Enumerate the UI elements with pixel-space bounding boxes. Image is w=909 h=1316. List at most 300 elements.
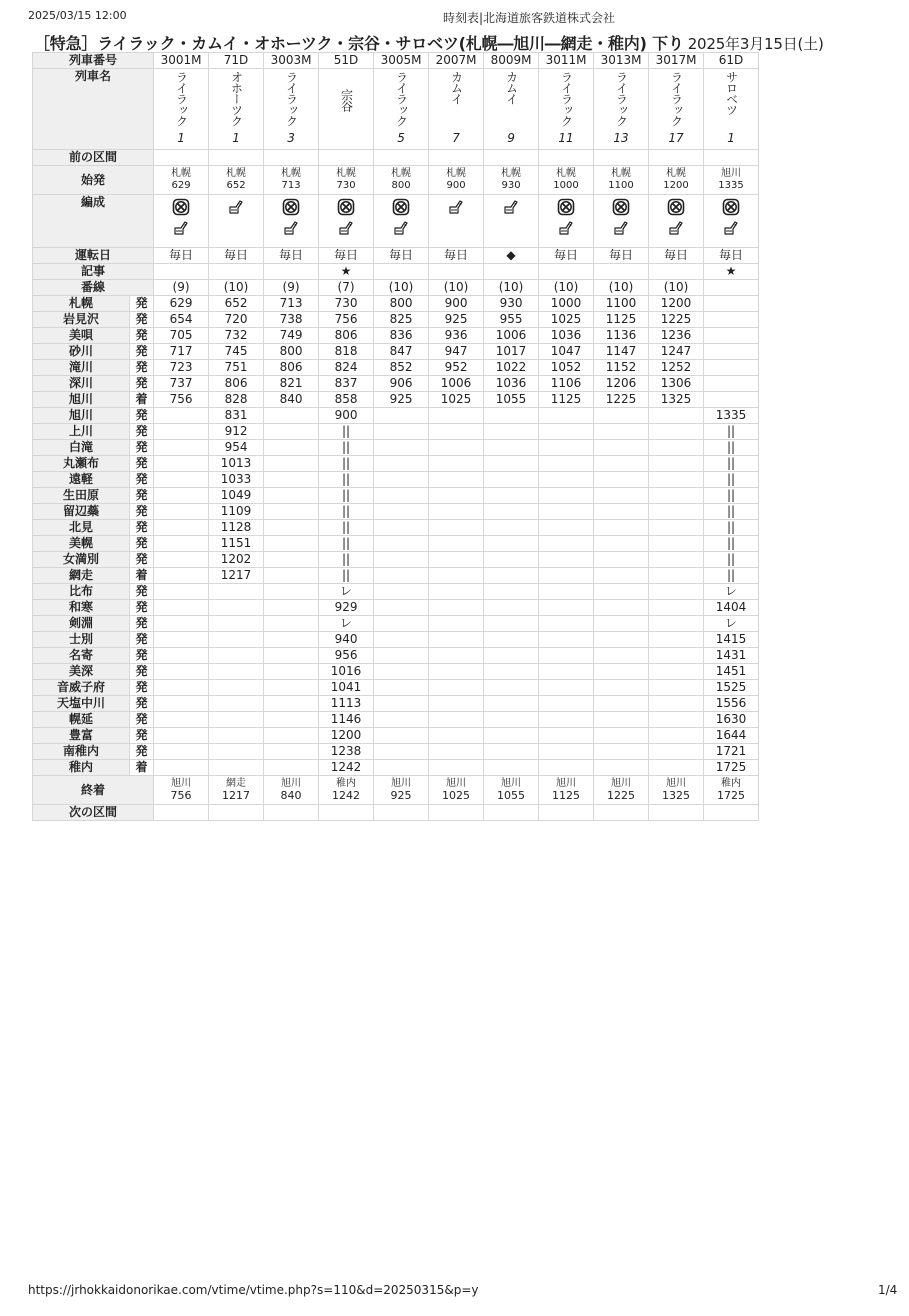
time-cell: 929: [319, 600, 374, 616]
time-cell: 836: [374, 328, 429, 344]
terminal-label: 終着: [33, 776, 154, 805]
time-cell: ||: [704, 520, 759, 536]
notes-cell: [484, 264, 539, 280]
station-name[interactable]: 幌延: [33, 712, 130, 728]
terminal-cell: [264, 776, 319, 805]
next-section-cell: [429, 805, 484, 821]
time-cell: [154, 424, 209, 440]
station-name[interactable]: 網走: [33, 568, 130, 584]
site-title: 時刻表|北海道旅客鉄道株式会社: [443, 11, 616, 25]
station-name[interactable]: 音威子府: [33, 680, 130, 696]
time-cell: 1202: [209, 552, 264, 568]
time-cell: [429, 552, 484, 568]
station-name[interactable]: 旭川: [33, 392, 130, 408]
time-cell: 1055: [484, 392, 539, 408]
time-cell: [429, 696, 484, 712]
train-number-cell[interactable]: 8009M: [484, 53, 539, 69]
train-name-cell[interactable]: [429, 69, 484, 150]
formation-cell: [649, 195, 704, 248]
time-cell: 1025: [539, 312, 594, 328]
station-name[interactable]: 滝川: [33, 360, 130, 376]
station-name[interactable]: 和寒: [33, 600, 130, 616]
station-row: [33, 680, 759, 696]
station-name[interactable]: 剣淵: [33, 616, 130, 632]
station-name[interactable]: 砂川: [33, 344, 130, 360]
station-name[interactable]: 稚内: [33, 760, 130, 776]
time-cell: 947: [429, 344, 484, 360]
time-cell: [429, 760, 484, 776]
time-cell: ||: [319, 536, 374, 552]
time-cell: 906: [374, 376, 429, 392]
time-cell: [264, 456, 319, 472]
train-number-cell[interactable]: 61D: [704, 53, 759, 69]
time-cell: [484, 520, 539, 536]
time-cell: 954: [209, 440, 264, 456]
time-cell: [594, 472, 649, 488]
station-row: [33, 456, 759, 472]
operation-day-cell: 毎日: [374, 248, 429, 264]
time-cell: 1725: [704, 760, 759, 776]
time-cell: [594, 600, 649, 616]
time-cell: [154, 488, 209, 504]
time-cell: [209, 712, 264, 728]
prev-section-cell: [209, 150, 264, 166]
train-name-cell[interactable]: [484, 69, 539, 150]
train-name-wrap: [484, 69, 538, 149]
time-cell: ||: [319, 424, 374, 440]
time-cell: [594, 616, 649, 632]
origin-cell: [374, 166, 429, 195]
time-cell: 1047: [539, 344, 594, 360]
arrive-depart-mark: 発: [130, 296, 154, 312]
terminal-station: 旭川: [556, 778, 577, 789]
time-cell: [539, 680, 594, 696]
terminal-row: [33, 776, 759, 805]
time-cell: [209, 696, 264, 712]
time-cell: [539, 616, 594, 632]
next-section-cell: [649, 805, 704, 821]
station-name[interactable]: 生田原: [33, 488, 130, 504]
time-cell: [264, 696, 319, 712]
train-name-wrap: [704, 69, 758, 149]
time-cell: [649, 504, 704, 520]
track-cell: [704, 280, 759, 296]
time-cell: [484, 472, 539, 488]
station-name[interactable]: 女満別: [33, 552, 130, 568]
station-name[interactable]: 丸瀬布: [33, 456, 130, 472]
time-cell: [484, 760, 539, 776]
station-name[interactable]: 留辺蘂: [33, 504, 130, 520]
time-cell: 751: [209, 360, 264, 376]
station-name[interactable]: 岩見沢: [33, 312, 130, 328]
time-cell: [539, 664, 594, 680]
train-series-number: 11: [558, 131, 574, 145]
origin-cell: [264, 166, 319, 195]
time-cell: 1630: [704, 712, 759, 728]
time-cell: ||: [704, 424, 759, 440]
origin-station: 札幌: [281, 168, 302, 179]
operation-day-cell: ◆: [484, 248, 539, 264]
reserved-seat-car-icon: [282, 219, 300, 237]
time-cell: [374, 760, 429, 776]
train-series-number: 1: [232, 131, 240, 145]
time-cell: 940: [319, 632, 374, 648]
time-cell: 713: [264, 296, 319, 312]
time-cell: [649, 664, 704, 680]
train-series-number: 17: [668, 131, 684, 145]
next-section-cell: [484, 805, 539, 821]
time-cell: ||: [704, 472, 759, 488]
time-cell: [484, 648, 539, 664]
time-cell: 852: [374, 360, 429, 376]
time-cell: 1006: [484, 328, 539, 344]
time-cell: [264, 552, 319, 568]
terminal-station: 旭川: [501, 778, 522, 789]
time-cell: 1022: [484, 360, 539, 376]
time-cell: 806: [319, 328, 374, 344]
time-cell: [374, 552, 429, 568]
train-name-cell[interactable]: [649, 69, 704, 150]
time-cell: 1152: [594, 360, 649, 376]
arrive-depart-mark: 発: [130, 424, 154, 440]
train-number-label: 列車番号: [33, 53, 154, 69]
time-cell: 737: [154, 376, 209, 392]
station-row: [33, 312, 759, 328]
time-cell: 732: [209, 328, 264, 344]
notes-cell: [429, 264, 484, 280]
terminal-station: 稚内: [721, 778, 742, 789]
train-number-cell[interactable]: 71D: [209, 53, 264, 69]
time-cell: [264, 568, 319, 584]
time-cell: [154, 408, 209, 424]
train-name-cell[interactable]: [539, 69, 594, 150]
reserved-seat-car-icon: [447, 198, 465, 216]
arrive-depart-mark: 着: [130, 568, 154, 584]
train-number-cell[interactable]: 3017M: [649, 53, 704, 69]
time-cell: [374, 584, 429, 600]
time-cell: ||: [319, 504, 374, 520]
station-row: [33, 424, 759, 440]
time-cell: [649, 456, 704, 472]
train-name-cell[interactable]: [154, 69, 209, 150]
operation-day-cell: 毎日: [154, 248, 209, 264]
terminal-time: 1325: [662, 789, 691, 802]
train-name: サロベツ: [724, 71, 739, 115]
time-cell: [264, 600, 319, 616]
time-cell: 738: [264, 312, 319, 328]
station-row: [33, 440, 759, 456]
origin-cell: [209, 166, 264, 195]
time-cell: [374, 696, 429, 712]
reserved-seat-car-icon: [502, 198, 520, 216]
time-cell: [264, 728, 319, 744]
prev-section-cell: [649, 150, 704, 166]
station-row: [33, 376, 759, 392]
time-cell: [374, 680, 429, 696]
time-cell: [594, 696, 649, 712]
train-name-wrap: [594, 69, 648, 149]
station-name[interactable]: 士別: [33, 632, 130, 648]
arrive-depart-mark: 発: [130, 552, 154, 568]
train-name-wrap: [264, 69, 318, 149]
origin-cell: [649, 166, 704, 195]
print-datetime: 2025/03/15 12:00: [28, 9, 127, 22]
terminal-cell: [649, 776, 704, 805]
time-cell: [704, 344, 759, 360]
time-cell: [154, 504, 209, 520]
time-cell: [154, 760, 209, 776]
origin-row: [33, 166, 759, 195]
terminal-time: 1025: [442, 789, 471, 802]
time-cell: 1128: [209, 520, 264, 536]
time-cell: [154, 712, 209, 728]
arrive-depart-mark: 発: [130, 584, 154, 600]
time-cell: 936: [429, 328, 484, 344]
time-cell: 654: [154, 312, 209, 328]
time-cell: [484, 424, 539, 440]
terminal-time: 925: [390, 789, 412, 802]
reserved-seat-car-icon: [337, 219, 355, 237]
time-cell: [594, 536, 649, 552]
time-cell: [704, 360, 759, 376]
time-cell: [374, 600, 429, 616]
no-smoking-icon: [172, 198, 190, 216]
station-name[interactable]: 比布: [33, 584, 130, 600]
origin-label: 始発: [33, 166, 154, 195]
station-name[interactable]: 遠軽: [33, 472, 130, 488]
arrive-depart-mark: 発: [130, 344, 154, 360]
station-row: [33, 568, 759, 584]
time-cell: 1252: [649, 360, 704, 376]
formation-cell: [264, 195, 319, 248]
track-cell: (10): [209, 280, 264, 296]
arrive-depart-mark: 発: [130, 360, 154, 376]
track-label: 番線: [33, 280, 154, 296]
time-cell: [154, 728, 209, 744]
train-number-cell[interactable]: 3005M: [374, 53, 429, 69]
train-name-cell[interactable]: [594, 69, 649, 150]
time-cell: 837: [319, 376, 374, 392]
arrive-depart-mark: 発: [130, 488, 154, 504]
time-cell: 800: [264, 344, 319, 360]
station-name[interactable]: 美深: [33, 664, 130, 680]
train-name-cell[interactable]: [209, 69, 264, 150]
train-series-number: 3: [287, 131, 295, 145]
time-cell: [484, 456, 539, 472]
track-row: [33, 280, 759, 296]
station-name[interactable]: 旭川: [33, 408, 130, 424]
time-cell: [209, 648, 264, 664]
station-row: [33, 728, 759, 744]
time-cell: [484, 584, 539, 600]
time-cell: [594, 632, 649, 648]
station-row: [33, 552, 759, 568]
terminal-time: 1242: [332, 789, 361, 802]
station-name[interactable]: 上川: [33, 424, 130, 440]
time-cell: 1225: [594, 392, 649, 408]
arrive-depart-mark: 着: [130, 392, 154, 408]
time-cell: [374, 664, 429, 680]
page-title: [34, 31, 824, 54]
time-cell: レ: [319, 616, 374, 632]
time-cell: [484, 744, 539, 760]
station-row: [33, 360, 759, 376]
time-cell: [429, 424, 484, 440]
terminal-cell: [484, 776, 539, 805]
next-section-row: [33, 805, 759, 821]
time-cell: ||: [704, 552, 759, 568]
station-name[interactable]: 深川: [33, 376, 130, 392]
time-cell: [154, 744, 209, 760]
next-section-cell: [264, 805, 319, 821]
train-name-wrap: [319, 69, 373, 149]
terminal-cell: [374, 776, 429, 805]
arrive-depart-mark: 発: [130, 664, 154, 680]
time-cell: 723: [154, 360, 209, 376]
formation-cell: [209, 195, 264, 248]
time-cell: [429, 584, 484, 600]
time-cell: [429, 664, 484, 680]
time-cell: 1025: [429, 392, 484, 408]
time-cell: [649, 424, 704, 440]
station-name[interactable]: 札幌: [33, 296, 130, 312]
station-name[interactable]: 美唄: [33, 328, 130, 344]
time-cell: 1306: [649, 376, 704, 392]
time-cell: [264, 472, 319, 488]
time-cell: [209, 760, 264, 776]
time-cell: ||: [319, 520, 374, 536]
station-row: [33, 472, 759, 488]
time-cell: 1404: [704, 600, 759, 616]
time-cell: [539, 728, 594, 744]
train-name: ライラック: [614, 71, 629, 126]
station-row: [33, 584, 759, 600]
train-name: ライラック: [394, 71, 409, 126]
time-cell: [649, 728, 704, 744]
prev-section-cell: [264, 150, 319, 166]
next-section-cell: [704, 805, 759, 821]
notes-cell: [649, 264, 704, 280]
time-cell: [209, 616, 264, 632]
track-cell: (10): [594, 280, 649, 296]
time-cell: [429, 728, 484, 744]
train-name-cell[interactable]: [374, 69, 429, 150]
station-name[interactable]: 美幌: [33, 536, 130, 552]
operation-day-row: [33, 248, 759, 264]
time-cell: [594, 424, 649, 440]
station-name[interactable]: 白滝: [33, 440, 130, 456]
time-cell: 1335: [704, 408, 759, 424]
time-cell: [484, 568, 539, 584]
time-cell: 1036: [484, 376, 539, 392]
train-number-cell[interactable]: 3001M: [154, 53, 209, 69]
arrive-depart-mark: 発: [130, 600, 154, 616]
time-cell: 806: [209, 376, 264, 392]
track-cell: (10): [374, 280, 429, 296]
terminal-station: 稚内: [336, 778, 357, 789]
time-cell: [594, 504, 649, 520]
station-row: [33, 712, 759, 728]
formation-cell: [484, 195, 539, 248]
origin-cell: [429, 166, 484, 195]
train-name-cell[interactable]: [264, 69, 319, 150]
train-name: オホーツク: [229, 71, 244, 126]
time-cell: [154, 632, 209, 648]
train-name-cell[interactable]: [704, 69, 759, 150]
time-cell: 1016: [319, 664, 374, 680]
origin-station: 札幌: [446, 168, 467, 179]
time-cell: [429, 632, 484, 648]
time-cell: [539, 648, 594, 664]
time-cell: [374, 424, 429, 440]
station-row: [33, 296, 759, 312]
arrive-depart-mark: 発: [130, 680, 154, 696]
reserved-seat-car-icon: [392, 219, 410, 237]
time-cell: 1147: [594, 344, 649, 360]
arrive-depart-mark: 発: [130, 648, 154, 664]
terminal-time: 1055: [497, 789, 526, 802]
train-number-cell[interactable]: 3003M: [264, 53, 319, 69]
time-cell: 900: [319, 408, 374, 424]
origin-cell: [594, 166, 649, 195]
train-number-cell[interactable]: 3013M: [594, 53, 649, 69]
operation-day-cell: 毎日: [319, 248, 374, 264]
time-cell: [649, 536, 704, 552]
time-cell: 821: [264, 376, 319, 392]
station-name[interactable]: 天塩中川: [33, 696, 130, 712]
track-cell: (10): [649, 280, 704, 296]
time-cell: 1525: [704, 680, 759, 696]
train-series-number: 1: [177, 131, 185, 145]
origin-time: 629: [171, 180, 191, 191]
train-name: カムイ: [449, 71, 464, 104]
time-cell: [594, 584, 649, 600]
time-cell: 831: [209, 408, 264, 424]
station-name[interactable]: 名寄: [33, 648, 130, 664]
station-row: [33, 616, 759, 632]
time-cell: [264, 408, 319, 424]
station-name[interactable]: 北見: [33, 520, 130, 536]
station-row: [33, 344, 759, 360]
time-cell: ||: [319, 488, 374, 504]
time-cell: 1113: [319, 696, 374, 712]
train-number-cell[interactable]: 3011M: [539, 53, 594, 69]
time-cell: [374, 616, 429, 632]
time-cell: [649, 488, 704, 504]
train-number-cell[interactable]: 51D: [319, 53, 374, 69]
terminal-cell: [539, 776, 594, 805]
time-cell: [374, 408, 429, 424]
formation-cell: [319, 195, 374, 248]
terminal-station: 旭川: [391, 778, 412, 789]
notes-cell: [539, 264, 594, 280]
track-cell: (10): [539, 280, 594, 296]
time-cell: 825: [374, 312, 429, 328]
time-cell: [594, 744, 649, 760]
train-name-cell[interactable]: [319, 69, 374, 150]
train-number-cell[interactable]: 2007M: [429, 53, 484, 69]
station-name[interactable]: 南稚内: [33, 744, 130, 760]
station-name[interactable]: 豊富: [33, 728, 130, 744]
prev-section-cell: [374, 150, 429, 166]
time-cell: [704, 296, 759, 312]
time-cell: [539, 584, 594, 600]
arrive-depart-mark: 発: [130, 504, 154, 520]
formation-cell: [154, 195, 209, 248]
formation-cell: [429, 195, 484, 248]
operation-day-cell: 毎日: [429, 248, 484, 264]
time-cell: [539, 632, 594, 648]
